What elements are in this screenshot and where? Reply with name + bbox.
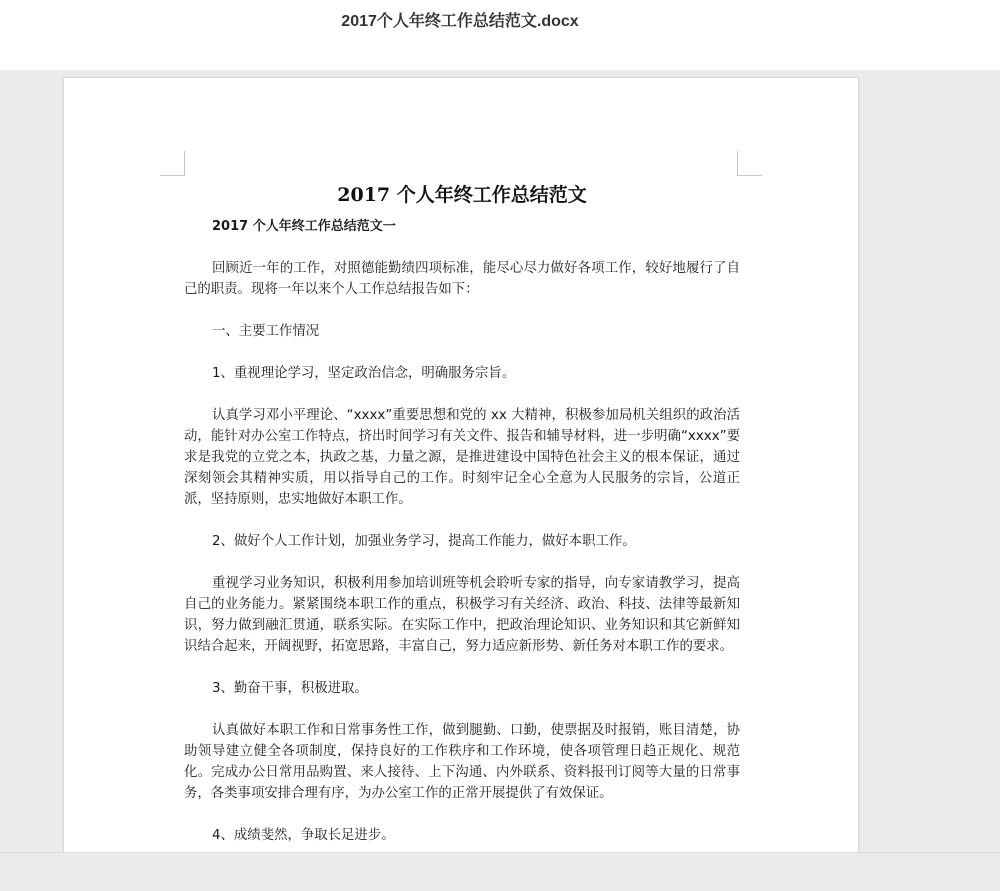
document-title: 2017 个人年终工作总结范文 [337,184,587,206]
paragraph-item-3: 认真做好本职工作和日常事务性工作，做到腿勤、口勤，使票据及时报销，账目清楚，协助领导建立健全各项制度，保持良好的工作秩序和工作环境，使各项管理日趋正规化、规范化。完成办公日常用品购置、来人接待、上下沟通、内外联系、资料报刊订阅等大量的日常事务，各类事项安排合理有序，为办公室工作的正常开展提供了有效保证。 [184,723,740,801]
section-subtitle: 2017 个人年终工作总结范文一 [212,219,396,234]
paragraph-item-2: 重视学习业务知识，积极利用参加培训班等机会聆听专家的指导，向专家请教学习，提高自己的业务能力。紧紧围绕本职工作的重点，积极学习有关经济、政治、科技、法律等最新知识，努力做到融汇贯通，联系实际。在实际工作中，把政治理论知识、业务知识和其它新鲜知识结合起来，开阔视野，拓宽思路，丰富自己，努力适应新形势、新任务对本职工作的要求。 [184,576,740,654]
paragraph-item-1: 认真学习邓小平理论、“xxxx”重要思想和党的 xx 大精神，积极参加局机关组织的政治活动，能针对办公室工作特点，挤出时间学习有关文件、报告和辅导材料，进一步明确“xxxx”要求是我党的立党之本，执政之基，力量之源，是推进建设中国特色社会主义的根本保证，通过深刻领会其精神实质，用以指导自己的工作。时刻牢记全心全意为人民服务的宗旨，公道正派，坚持原则，忠实地做好本职工作。 [184,408,740,507]
document-viewer[interactable] [0,70,1000,850]
margin-corner-mark-right [737,151,762,176]
heading-item-3: 3、勤奋干事，积极进取。 [212,681,368,696]
heading-item-2: 2、做好个人工作计划，加强业务学习，提高工作能力，做好本职工作。 [212,534,636,549]
heading-main-work: 一、主要工作情况 [212,324,320,339]
page-content [184,182,740,846]
margin-corner-mark-left [160,151,185,176]
bottom-bar [0,852,1000,891]
document-filename: 2017个人年终工作总结范文.docx [341,13,579,30]
paragraph-intro: 回顾近一年的工作，对照德能勤绩四项标准，能尽心尽力做好各项工作，较好地履行了自己的职责。现将一年以来个人工作总结报告如下： [184,261,740,297]
title-bar [0,0,1000,70]
heading-item-4: 4、成绩斐然，争取长足进步。 [212,828,395,843]
document-page [64,78,858,858]
heading-item-1: 1、重视理论学习，坚定政治信念，明确服务宗旨。 [212,366,516,381]
